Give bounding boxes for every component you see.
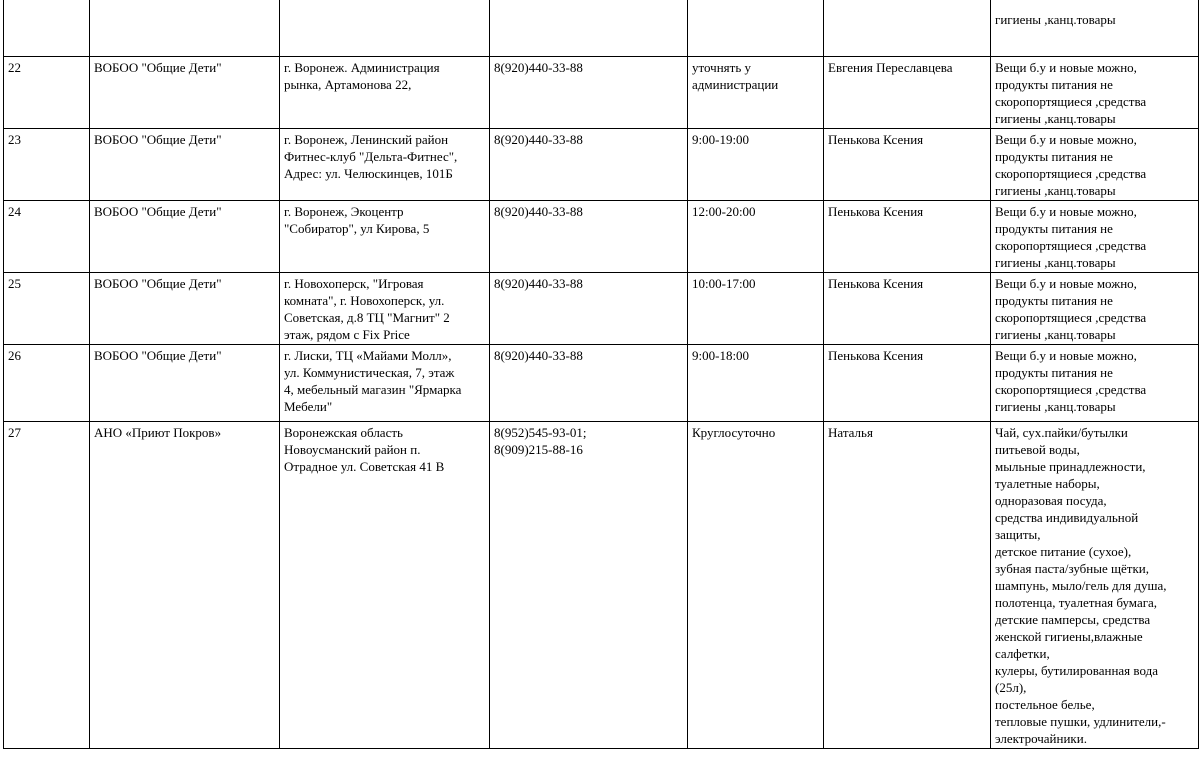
cell-address: г. Воронеж, Ленинский район Фитнес-клуб "Дельта-Фитнес", Адрес: ул. Челюскинцев, 101Б (280, 129, 490, 201)
cell-hours: 9:00-19:00 (688, 129, 824, 201)
cell-address: г. Воронеж. Администрация рынка, Артамонова 22, (280, 57, 490, 129)
table-row (4, 345, 1199, 422)
cell-address (280, 0, 490, 57)
cell-org: ВОБОО "Общие Дети" (90, 201, 280, 273)
cell-org: ВОБОО "Общие Дети" (90, 273, 280, 345)
table-row (4, 273, 1199, 345)
cell-goods: Вещи б.у и новые можно, продукты питания не скоропортящиеся ,средства гигиены ,канц.товары (991, 273, 1199, 345)
cell-org: ВОБОО "Общие Дети" (90, 129, 280, 201)
cell-address: г. Воронеж, Экоцентр "Собиратор", ул Кирова, 5 (280, 201, 490, 273)
cell-contact: Наталья (824, 422, 991, 749)
cell-hours: Круглосуточно (688, 422, 824, 749)
cell-phone: 8(920)440-33-88 (490, 201, 688, 273)
cell-goods: Вещи б.у и новые можно, продукты питания не скоропортящиеся ,средства гигиены ,канц.товары (991, 345, 1199, 422)
cell-num: 23 (4, 129, 90, 201)
cell-contact: Пенькова Ксения (824, 201, 991, 273)
cell-contact: Пенькова Ксения (824, 273, 991, 345)
table-row (4, 201, 1199, 273)
cell-contact (824, 0, 991, 57)
cell-phone: 8(920)440-33-88 (490, 129, 688, 201)
cell-contact: Пенькова Ксения (824, 129, 991, 201)
cell-hours: 10:00-17:00 (688, 273, 824, 345)
cell-hours (688, 0, 824, 57)
cell-phone: 8(952)545-93-01; 8(909)215-88-16 (490, 422, 688, 749)
cell-contact: Евгения Переславцева (824, 57, 991, 129)
cell-phone: 8(920)440-33-88 (490, 57, 688, 129)
cell-phone (490, 0, 688, 57)
cell-num: 26 (4, 345, 90, 422)
cell-address: Воронежская область Новоусманский район п. Отрадное ул. Советская 41 В (280, 422, 490, 749)
cell-org: АНО «Приют Покров» (90, 422, 280, 749)
cell-hours: уточнять у администрации (688, 57, 824, 129)
cell-hours: 12:00-20:00 (688, 201, 824, 273)
cell-num: 27 (4, 422, 90, 749)
cell-num (4, 0, 90, 57)
table-row (4, 0, 1199, 57)
cell-goods: Вещи б.у и новые можно, продукты питания не скоропортящиеся ,средства гигиены ,канц.товары (991, 129, 1199, 201)
cell-hours: 9:00-18:00 (688, 345, 824, 422)
cell-num: 24 (4, 201, 90, 273)
cell-num: 25 (4, 273, 90, 345)
cell-org: ВОБОО "Общие Дети" (90, 57, 280, 129)
cell-phone: 8(920)440-33-88 (490, 345, 688, 422)
cell-org (90, 0, 280, 57)
cell-org: ВОБОО "Общие Дети" (90, 345, 280, 422)
cell-goods: Вещи б.у и новые можно, продукты питания не скоропортящиеся ,средства гигиены ,канц.товары (991, 57, 1199, 129)
cell-contact: Пенькова Ксения (824, 345, 991, 422)
table-row (4, 57, 1199, 129)
cell-goods: гигиены ,канц.товары (991, 0, 1199, 57)
table-row (4, 422, 1199, 749)
cell-address: г. Лиски, ТЦ «Майами Молл», ул. Коммунистическая, 7, этаж 4, мебельный магазин "Ярмарка Мебели" (280, 345, 490, 422)
cell-address: г. Новохоперск, "Игровая комната", г. Новохоперск, ул. Советская, д.8 ТЦ "Магнит" 2 этаж, рядом с Fix Price (280, 273, 490, 345)
cell-num: 22 (4, 57, 90, 129)
cell-goods: Вещи б.у и новые можно, продукты питания не скоропортящиеся ,средства гигиены ,канц.товары (991, 201, 1199, 273)
donation-points-table (3, 0, 1199, 749)
cell-goods: Чай, сух.пайки/бутылки питьевой воды, мыльные принадлежности, туалетные наборы, одноразовая посуда, средства индивидуальной защиты, детское питание (сухое), зубная паста/зубные щётки, шампунь, мыло/гель для душа, полотенца, туалетная бумага, детские памперсы, средства женской гигиены,влажные салфетки, кулеры, бутилированная вода (25л), постельное белье, тепловые пушки, удлинители,- электрочайники. (991, 422, 1199, 749)
cell-phone: 8(920)440-33-88 (490, 273, 688, 345)
table-row (4, 129, 1199, 201)
